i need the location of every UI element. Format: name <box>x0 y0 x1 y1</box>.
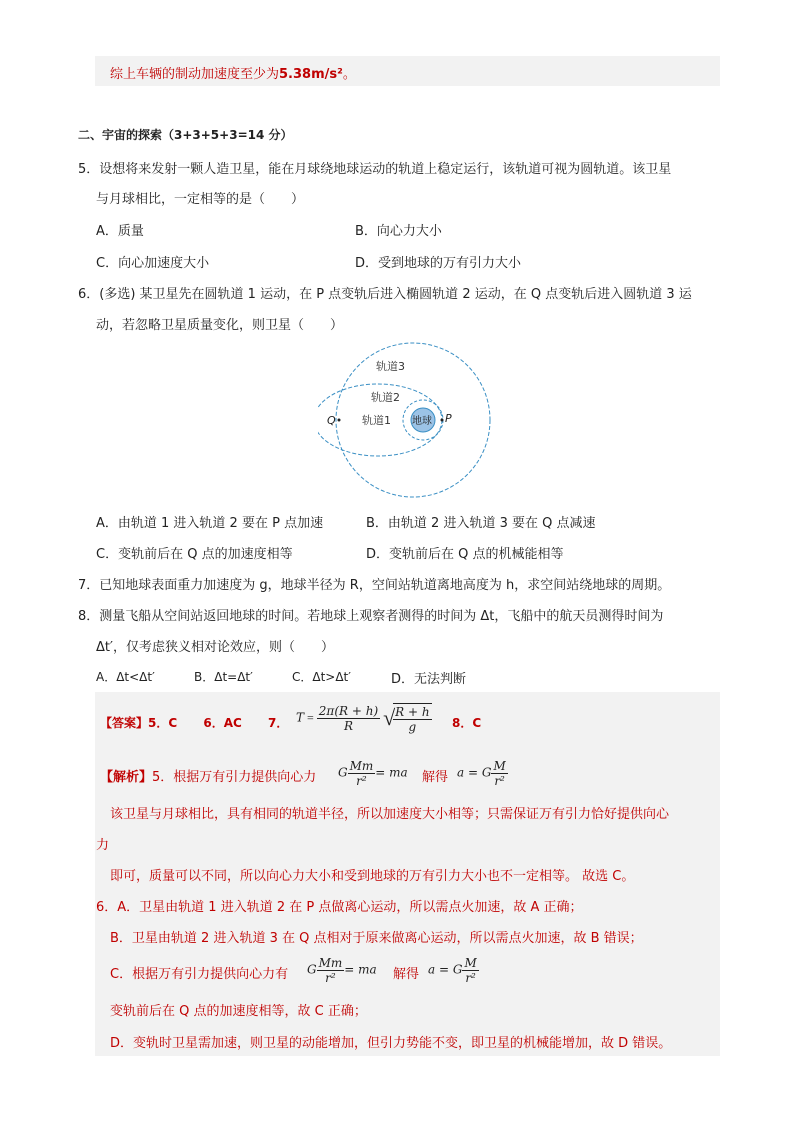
label-earth: 地球 <box>412 416 432 427</box>
answer-5: 5．C <box>148 716 178 730</box>
analysis-f2 <box>457 759 508 788</box>
label-p: P <box>445 412 452 425</box>
top-summary-end: 。 <box>342 67 356 82</box>
analysis-f4 <box>428 956 479 985</box>
label-q: Q <box>327 414 336 427</box>
section-title: 二、宇宙的探索（3+3+5+3=14 分） <box>78 128 293 142</box>
analysis-f3 <box>307 956 377 985</box>
q5-option-d: D．受到地球的万有引力大小 <box>355 256 522 271</box>
formula-t: T <box>296 710 305 725</box>
f1-num: Mm <box>349 759 374 773</box>
q8-option-a: A．Δt<Δt′ <box>96 670 155 684</box>
analysis-l1-mid: 解得 <box>422 770 449 785</box>
point-p <box>441 419 444 422</box>
analysis-label: 【解析】 <box>100 770 153 785</box>
analysis-line5: B．卫星由轨道 2 进入轨道 3 在 Q 点相对于原来做离心运动，所以需点火加速，故 B 错误； <box>110 931 643 946</box>
formula-frac <box>317 704 380 733</box>
label-orbit2: 轨道2 <box>371 391 400 404</box>
orbit-diagram <box>318 342 498 500</box>
q5-line1: 5．设想将来发射一颗人造卫星，能在月球绕地球运动的轨道上稳定运行，该轨道可视为圆轨道。该卫星 <box>78 162 672 177</box>
analysis-line2: 该卫星与月球相比，具有相同的轨道半径，所以加速度大小相等；只需保证万有引力恰好提供向心 <box>110 807 670 822</box>
label-orbit1: 轨道1 <box>362 414 391 427</box>
q5-option-a: A．质量 <box>96 224 144 239</box>
analysis-l6-mid: 解得 <box>393 967 420 982</box>
f4-den: r² <box>465 971 476 985</box>
f1-den: r² <box>356 774 367 788</box>
sqrt-num: R + h <box>395 705 430 719</box>
analysis-line1 <box>100 766 316 785</box>
q8-line1: 8．测量飞船从空间站返回地球的时间。若地球上观察者测得的时间为 Δt，飞船中的航天员测得时间为 <box>78 609 664 624</box>
sqrt-sign: √ <box>383 705 396 730</box>
q6-option-c: C．变轨前后在 Q 点的加速度相等 <box>96 547 293 562</box>
answer-line <box>100 714 288 731</box>
answer-7-prefix: 7． <box>268 716 289 730</box>
q5-line2: 与月球相比，一定相等的是（ ） <box>96 192 305 207</box>
f1-g: G <box>338 765 348 780</box>
point-q <box>338 419 341 422</box>
f4-lhs: a = G <box>428 962 463 977</box>
f3-num: Mm <box>318 956 343 970</box>
answer-8: 8．C <box>452 716 482 730</box>
f2-num: M <box>493 759 506 773</box>
q6-line1: 6．(多选) 某卫星先在圆轨道 1 运动，在 P 点变轨后进入椭圆轨道 2 运动，在 Q 点变轨后进入圆轨道 3 运 <box>78 287 692 302</box>
formula-num: 2π(R + h) <box>318 704 379 718</box>
top-summary-value: 5.38m/s² <box>279 67 343 82</box>
f2-den: r² <box>494 774 505 788</box>
f3-frac <box>317 956 345 985</box>
f1-frac <box>348 759 376 788</box>
analysis-line7: 变轨前后在 Q 点的加速度相等，故 C 正确； <box>110 1004 367 1019</box>
analysis-line8: D．变轨时卫星需加速，则卫星的动能增加，但引力势能不变，即卫星的机械能增加，故 D 错误。 <box>110 1036 672 1051</box>
sqrt-den: g <box>408 720 417 734</box>
formula-eq: = <box>307 710 314 725</box>
sqrt-frac <box>393 703 431 734</box>
f4-frac <box>462 956 478 985</box>
answer-label: 【答案】 <box>100 716 149 730</box>
answer-7-formula <box>296 703 432 734</box>
f2-frac <box>491 759 507 788</box>
analysis-f1 <box>338 759 408 788</box>
q5-option-b: B．向心力大小 <box>355 224 442 239</box>
q6-line2: 动，若忽略卫星质量变化，则卫星（ ） <box>96 318 344 333</box>
f3-den: r² <box>325 971 336 985</box>
f4-num: M <box>464 956 477 970</box>
q8-option-c: C．Δt>Δt′ <box>292 670 351 684</box>
analysis-line2b: 力 <box>96 838 110 853</box>
analysis-line4: 6．A．卫星由轨道 1 进入轨道 2 在 P 点做离心运动，所以需点火加速，故 A 正确； <box>96 900 583 915</box>
analysis-line3: 即可，质量可以不同，所以向心力大小和受到地球的万有引力大小也不一定相等。 故选 C。 <box>110 869 635 884</box>
q8-option-d: D．无法判断 <box>391 672 467 687</box>
top-summary-text: 综上车辆的制动加速度至少为 <box>110 67 280 82</box>
q6-option-b: B．由轨道 2 进入轨道 3 要在 Q 点减速 <box>366 516 596 531</box>
formula-den: R <box>343 719 353 733</box>
formula-sqrt <box>383 703 431 734</box>
analysis-l1-text: 5．根据万有引力提供向心力 <box>152 770 317 785</box>
top-summary <box>110 63 356 82</box>
q5-option-c: C．向心加速度大小 <box>96 256 210 271</box>
f3-rhs: = ma <box>344 962 377 977</box>
answer-6: 6．AC <box>203 716 242 730</box>
f1-rhs: = ma <box>375 765 408 780</box>
q6-option-a: A．由轨道 1 进入轨道 2 要在 P 点加速 <box>96 516 324 531</box>
q8-line2: Δt′，仅考虑狭义相对论效应，则（ ） <box>96 640 334 655</box>
analysis-l6-text: C．根据万有引力提供向心力有 <box>110 967 289 982</box>
f2-lhs: a = G <box>457 765 492 780</box>
q7-text: 7．已知地球表面重力加速度为 g，地球半径为 R，空间站轨道离地高度为 h，求空间站绕地球的周期。 <box>78 578 671 593</box>
q8-option-b: B．Δt=Δt′ <box>194 670 253 684</box>
label-orbit3: 轨道3 <box>376 360 405 373</box>
f3-g: G <box>307 962 317 977</box>
q6-option-d: D．变轨前后在 Q 点的机械能相等 <box>366 547 564 562</box>
